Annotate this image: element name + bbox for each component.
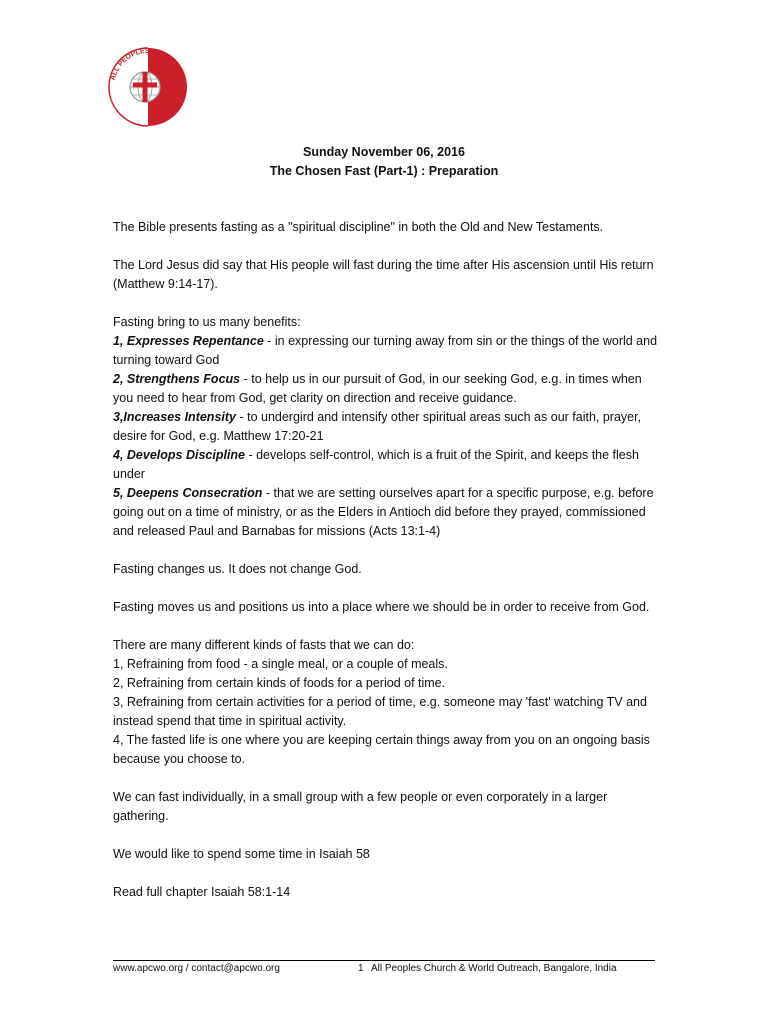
kind-item: 3, Refraining from certain activities for a period of time, e.g. someone may 'fast' watching TV and instead spend that time in spiritual activity.: [113, 695, 647, 728]
footer-contact[interactable]: www.apcwo.org / contact@apcwo.org: [113, 963, 280, 974]
benefit-text: - that we are setting ourselves apart for a specific purpose, e.g. before going out on a time of ministry, or as the Elders in Antioch did before they prayed, commissioned and released Paul and Barnabas for missions (Acts 13:1-4): [113, 486, 654, 538]
footer-divider: [113, 960, 655, 961]
kinds-heading: There are many different kinds of fasts that we can do:: [113, 638, 415, 652]
kinds-section: [113, 636, 658, 769]
kind-item: 2, Refraining from certain kinds of foods for a period of time.: [113, 676, 446, 690]
individually-paragraph: We can fast individually, in a small group with a few people or even corporately in a larger gathering.: [113, 790, 608, 823]
benefit-label: 5, Deepens Consecration: [113, 486, 263, 500]
intro-paragraph-1: The Bible presents fasting as a "spiritual discipline" in both the Old and New Testaments.: [113, 220, 604, 234]
benefit-label: 4, Develops Discipline: [113, 448, 245, 462]
benefit-item: [113, 408, 658, 446]
document-body: [113, 218, 658, 921]
changes-paragraph: Fasting changes us. It does not change God.: [113, 562, 362, 576]
benefit-item: [113, 484, 658, 541]
page-number: 1: [358, 963, 364, 974]
benefit-text: - develops self-control, which is a fruit of the Spirit, and keeps the flesh under: [113, 448, 639, 481]
benefits-section: [113, 313, 658, 541]
benefit-item: [113, 446, 658, 484]
benefit-text: - to help us in our pursuit of God, in our seeking God, e.g. in times when you need to hear from God, get clarity on direction and receive guidance.: [113, 372, 642, 405]
benefits-heading: Fasting bring to us many benefits:: [113, 315, 301, 329]
benefit-label: 2, Strengthens Focus: [113, 372, 241, 386]
isaiah-paragraph: We would like to spend some time in Isaiah 58: [113, 847, 370, 861]
document-title: The Chosen Fast (Part-1) : Preparation: [269, 164, 499, 178]
kind-item: 1, Refraining from food - a single meal, or a couple of meals.: [113, 657, 448, 671]
benefit-item: [113, 370, 658, 408]
benefit-text: - in expressing our turning away from sin or the things of the world and turning toward God: [113, 334, 658, 367]
benefit-label: 3,Increases Intensity: [113, 410, 236, 424]
moves-paragraph: Fasting moves us and positions us into a place where we should be in order to receive from God.: [113, 600, 650, 614]
benefit-text: - to undergird and intensify other spiritual areas such as our faith, prayer, desire for God, e.g. Matthew 17:20-21: [113, 410, 642, 443]
read-paragraph: Read full chapter Isaiah 58:1-14: [113, 885, 291, 899]
church-logo: [105, 44, 191, 130]
kind-item: 4, The fasted life is one where you are keeping certain things away from you on an ongoing basis because you choose to.: [113, 733, 650, 766]
benefit-item: [113, 332, 658, 370]
logo-text: ALL PEOPLES CHURCH: [109, 47, 181, 82]
document-date: Sunday November 06, 2016: [303, 145, 465, 159]
footer-organization: All Peoples Church & World Outreach, Bangalore, India: [371, 963, 617, 974]
intro-paragraph-2: The Lord Jesus did say that His people will fast during the time after His ascension until His return (Matthew 9:14-17).: [113, 258, 654, 291]
benefit-label: 1, Expresses Repentance: [113, 334, 264, 348]
